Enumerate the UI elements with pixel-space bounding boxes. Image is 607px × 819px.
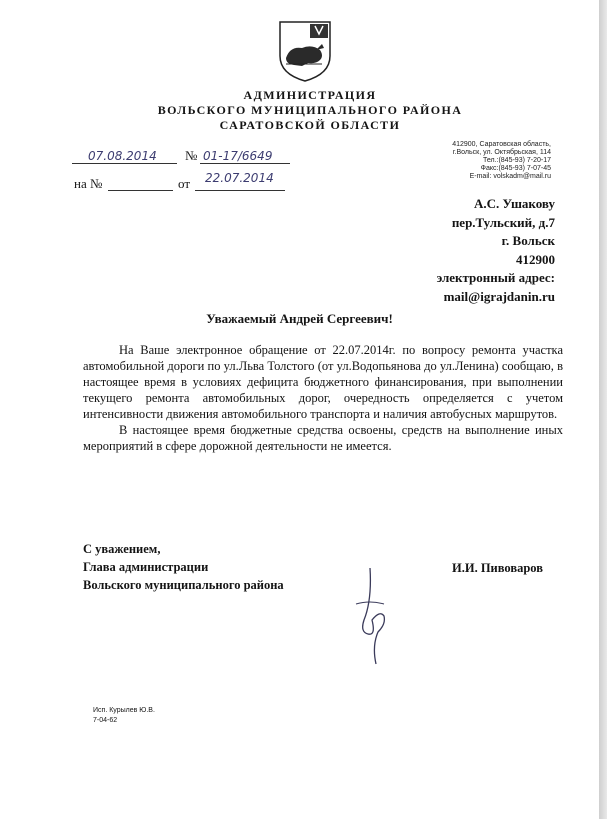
executor-name: Исп. Курылев Ю.В. (93, 707, 155, 714)
sender-phone: Тел.:(845-93) 7-20-17 (482, 157, 551, 164)
executor-block (93, 706, 155, 726)
recipient-street: пер.Тульский, д.7 (451, 214, 555, 230)
number-underline (200, 163, 290, 164)
body-paragraph-1: На Ваше электронное обращение от 22.07.2014г. по вопросу ремонта участка автомобильной дороги по ул.Льва Толстого (от ул.Водопьянова до ул.Ленина) сообщаю, в настоящее время в условиях дефицита бюджетного финансирования, при выполнении текущего ремонта автомобильных дорог, очередность определяется с учетом интенсивности движения автомобильного транспорта и наличия автобусных маршрутов. (83, 343, 563, 421)
date-underline (72, 163, 177, 164)
sender-address-line: г.Вольск, ул. Октябрьская, 114 (452, 149, 551, 156)
handwritten-signature-icon (350, 560, 410, 670)
sender-address (452, 141, 551, 181)
sender-address-line: 412900, Саратовская область, (452, 141, 551, 148)
recipient-email: mail@igrajdanin.ru (443, 288, 555, 304)
from-label: от (178, 176, 191, 191)
ref-date-underline (195, 190, 285, 191)
outgoing-number: 01-17/6649 (203, 149, 273, 163)
signature-block (83, 540, 284, 594)
reference-date: 22.07.2014 (205, 171, 274, 185)
recipient-email-label: электронный адрес: (436, 270, 555, 285)
sender-email: E-mail: volskadm@mail.ru (469, 173, 551, 180)
coat-of-arms-icon (272, 18, 338, 84)
recipient-name: А.С. Ушакову (473, 196, 555, 211)
on-no-label: на № (74, 176, 103, 191)
executor-phone: 7-04-62 (93, 717, 118, 724)
signer-title: Глава администрации (83, 560, 209, 574)
signer-organization: Вольского муниципального района (83, 578, 284, 592)
recipient-city: г. Вольск (501, 233, 555, 248)
letter-body (83, 342, 563, 454)
org-title-line1: АДМИНИСТРАЦИЯ (243, 88, 377, 102)
org-title-line2: ВОЛЬСКОГО МУНИЦИПАЛЬНОГО РАЙОНА (157, 103, 463, 117)
org-title-line3: САРАТОВСКОЙ ОБЛАСТИ (219, 118, 401, 132)
recipient-block (437, 195, 555, 306)
signer-name: И.И. Пивоваров (452, 561, 543, 575)
number-sign: № (185, 148, 198, 163)
sender-fax: Факс:(845-93) 7-07-45 (480, 165, 551, 172)
outgoing-date: 07.08.2014 (88, 149, 157, 163)
body-paragraph-2: В настоящее время бюджетные средства освоены, средств на выполнение иных мероприятий в сфере дорожной деятельности не имеется. (83, 423, 563, 453)
on-no-underline (108, 190, 173, 191)
closing-phrase: С уважением, (83, 542, 161, 556)
greeting: Уважаемый Андрей Сергеевич! (206, 311, 393, 326)
page-edge-shadow (599, 0, 607, 819)
recipient-postcode: 412900 (516, 251, 555, 267)
